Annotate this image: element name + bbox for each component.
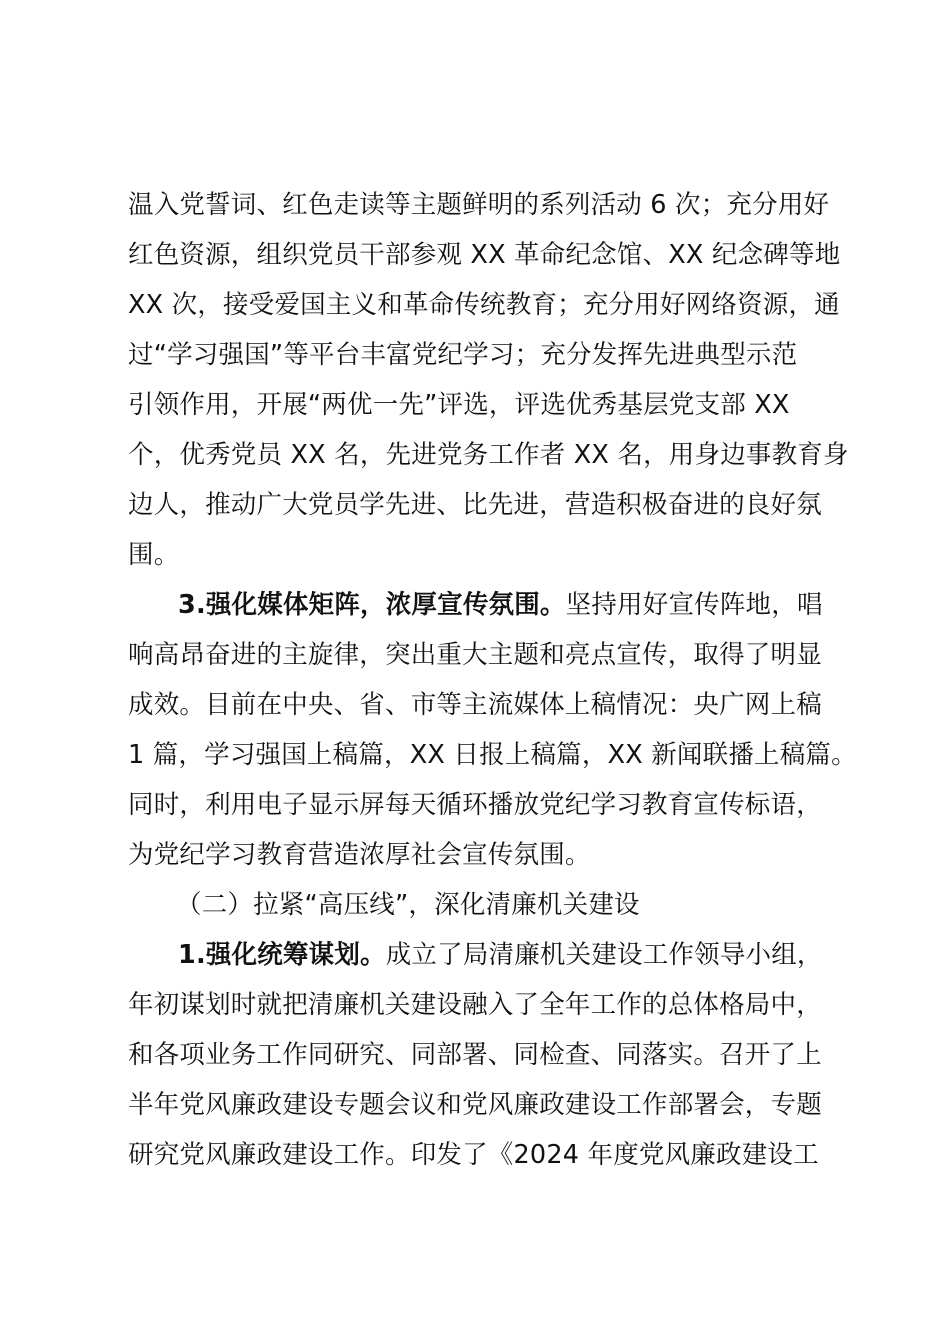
paragraph-line: 个，优秀党员 XX 名，先进党务工作者 XX 名，用身边事教育身 — [128, 440, 849, 470]
paragraph-line: 同时，利用电子显示屏每天循环播放党纪学习教育宣传标语， — [128, 790, 822, 820]
paragraph-line: 成效。目前在中央、省、市等主流媒体上稿情况：央广网上稿 — [128, 690, 822, 720]
paragraph-line: 为党纪学习教育营造浓厚社会宣传氛围。 — [128, 840, 591, 870]
paragraph-first-line — [178, 590, 898, 620]
paragraph-text: 成立了局清廉机关建设工作领导小组， — [385, 940, 823, 970]
paragraph-text: 坚持用好宣传阵地，唱 — [565, 590, 823, 620]
paragraph-line: 围。 — [128, 540, 180, 570]
paragraph-line: 半年党风廉政建设专题会议和党风廉政建设工作部署会，专题 — [128, 1090, 822, 1120]
paragraph-line: 1 篇，学习强国上稿篇，XX 日报上稿篇，XX 新闻联播上稿篇。 — [128, 740, 857, 770]
paragraph-line: 红色资源，组织党员干部参观 XX 革命纪念馆、XX 纪念碑等地 — [128, 240, 841, 270]
paragraph-line: 边人，推动广大党员学先进、比先进，营造积极奋进的良好氛 — [128, 490, 822, 520]
paragraph-line: XX 次，接受爱国主义和革命传统教育；充分用好网络资源，通 — [128, 290, 840, 320]
paragraph-first-line — [178, 940, 898, 970]
paragraph-line: 年初谋划时就把清廉机关建设融入了全年工作的总体格局中， — [128, 990, 822, 1020]
paragraph-line: 研究党风廉政建设工作。印发了《2024 年度党风廉政建设工 — [128, 1140, 819, 1170]
paragraph-line: 过“学习强国”等平台丰富党纪学习；充分发挥先进典型示范 — [128, 340, 798, 370]
paragraph-line: 引领作用，开展“两优一先”评选，评选优秀基层党支部 XX — [128, 390, 790, 420]
paragraph-line: 和各项业务工作同研究、同部署、同检查、同落实。召开了上 — [128, 1040, 822, 1070]
paragraph-heading: 3.强化媒体矩阵，浓厚宣传氛围。 — [178, 590, 566, 620]
paragraph-line: 响高昂奋进的主旋律，突出重大主题和亮点宣传，取得了明显 — [128, 640, 822, 670]
paragraph-line: 温入党誓词、红色走读等主题鲜明的系列活动 6 次；充分用好 — [128, 190, 830, 220]
section-heading: （二）拉紧“高压线”，深化清廉机关建设 — [176, 890, 640, 920]
paragraph-heading: 1.强化统筹谋划。 — [178, 940, 386, 970]
